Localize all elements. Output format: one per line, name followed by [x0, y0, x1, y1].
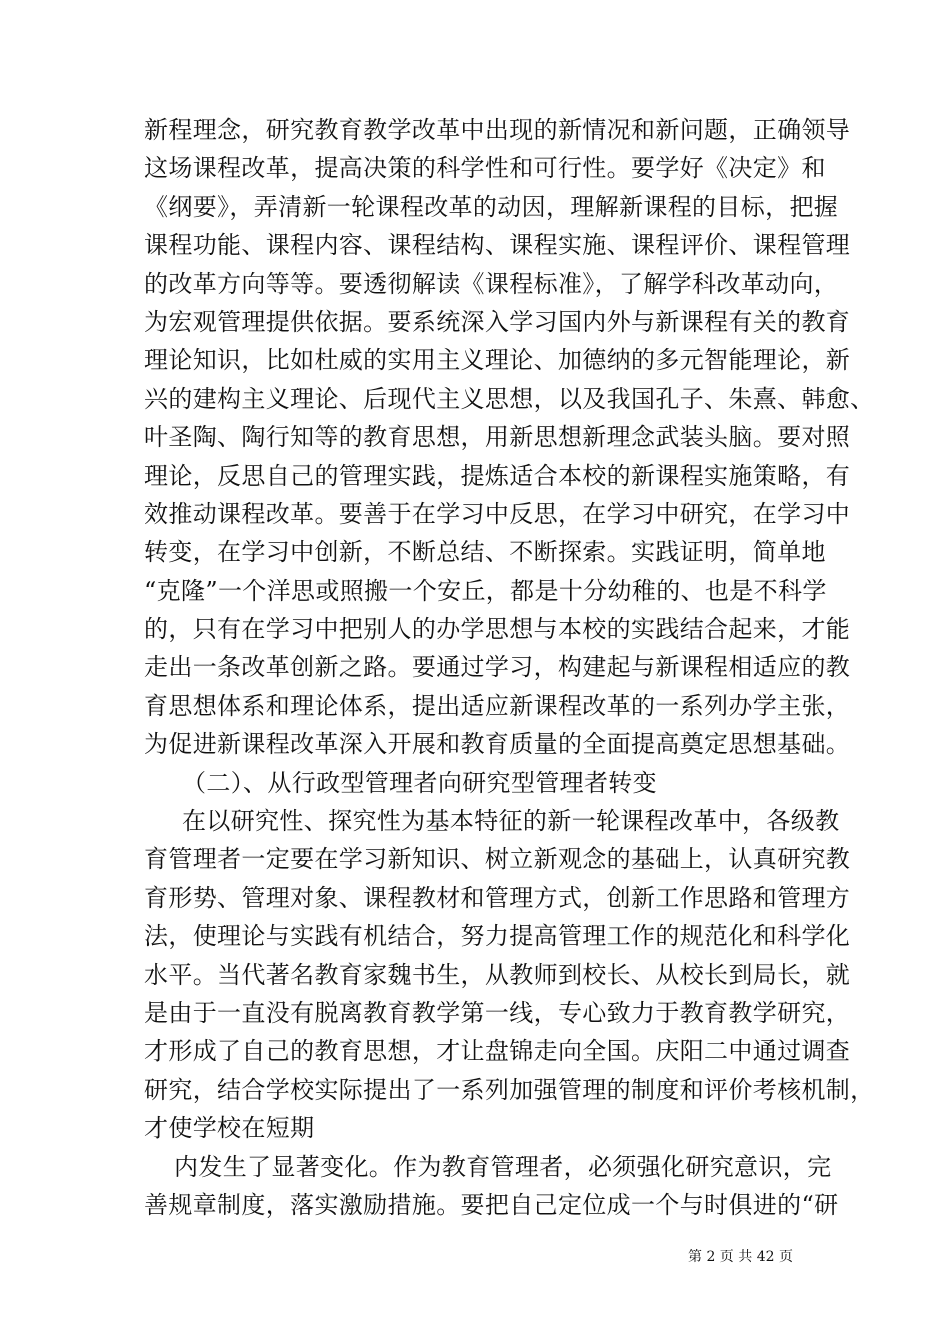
text-line: 内发生了显著变化。作为教育管理者，必须强化研究意识，完	[174, 1152, 832, 1181]
text-line: “克隆”一个洋思或照搬一个安丘，都是十分幼稚的、也是不科学	[144, 576, 827, 605]
text-line: 研究，结合学校实际提出了一系列加强管理的制度和评价考核机制，	[144, 1075, 875, 1104]
text-line: 育管理者一定要在学习新知识、树立新观念的基础上，认真研究教	[144, 845, 851, 874]
section-heading: （二）、从行政型管理者向研究型管理者转变	[182, 768, 657, 797]
text-line: 理论，反思自己的管理实践，提炼适合本校的新课程实施策略，有	[144, 461, 851, 490]
text-line: 为宏观管理提供依据。要系统深入学习国内外与新课程有关的教育	[144, 307, 851, 336]
text-line: 在以研究性、探究性为基本特征的新一轮课程改革中，各级教	[182, 807, 840, 836]
text-line: 转变，在学习中创新，不断总结、不断探索。实践证明，简单地	[144, 538, 826, 567]
text-line: 水平。当代著名教育家魏书生，从教师到校长、从校长到局长，就	[144, 960, 851, 989]
text-line: 法，使理论与实践有机结合，努力提高管理工作的规范化和科学化	[144, 922, 851, 951]
text-line: 的，只有在学习中把别人的办学思想与本校的实践结合起来，才能	[144, 615, 851, 644]
document-body	[144, 111, 875, 1224]
text-line: 是由于一直没有脱离教育教学第一线，专心致力于教育教学研究，	[144, 998, 851, 1027]
text-line: 育思想体系和理论体系，提出适应新课程改革的一系列办学主张，	[144, 691, 851, 720]
text-line: 才使学校在短期	[144, 1114, 315, 1143]
text-line: 育形势、管理对象、课程教材和管理方式，创新工作思路和管理方	[144, 883, 851, 912]
text-line: 新程理念，研究教育教学改革中出现的新情况和新问题，正确领导	[144, 116, 851, 144]
text-line: 叶圣陶、陶行知等的教育思想，用新思想新理念武装头脑。要对照	[144, 423, 851, 452]
text-line: 走出一条改革创新之路。要通过学习，构建起与新课程相适应的教	[144, 653, 851, 682]
text-line: 《纲要》，弄清新一轮课程改革的动因，理解新课程的目标，把握	[144, 192, 839, 221]
text-line: 这场课程改革，提高决策的科学性和可行性。要学好《决定》和	[144, 154, 826, 183]
text-line: 的改革方向等等。要透彻解读《课程标准》，了解学科改革动向，	[144, 269, 839, 298]
text-line: 善规章制度，落实激励措施。要把自己定位成一个与时俱进的“研	[144, 1190, 839, 1219]
page-number: 第 2 页 共 42 页	[688, 1249, 793, 1265]
text-line: 理论知识，比如杜威的实用主义理论、加德纳的多元智能理论，新	[144, 346, 851, 375]
text-line: 兴的建构主义理论、后现代主义思想，以及我国孔子、朱熹、韩愈、	[144, 384, 875, 413]
text-line: 效推动课程改革。要善于在学习中反思，在学习中研究，在学习中	[144, 499, 851, 528]
text-line: 才形成了自己的教育思想，才让盘锦走向全国。庆阳二中通过调查	[144, 1037, 851, 1066]
text-line: 为促进新课程改革深入开展和教育质量的全面提高奠定思想基础。	[144, 730, 851, 759]
text-line: 课程功能、课程内容、课程结构、课程实施、课程评价、课程管理	[144, 231, 851, 260]
